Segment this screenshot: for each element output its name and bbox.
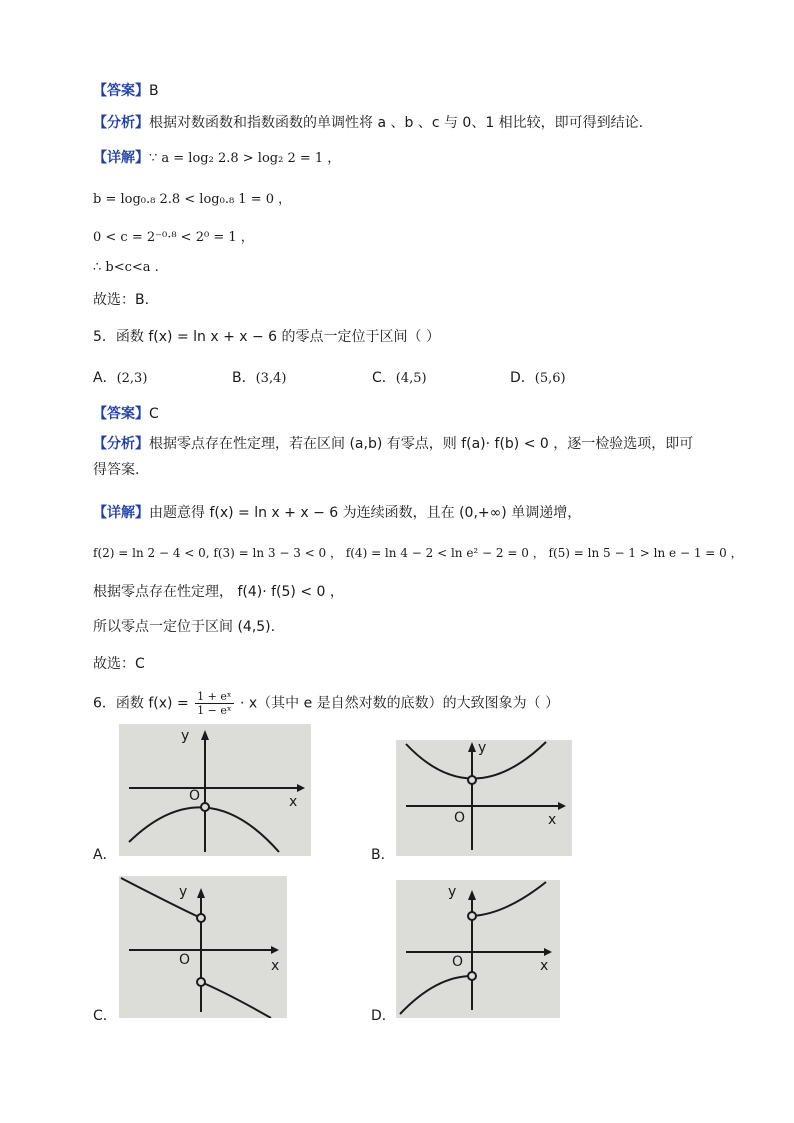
- answer-tag: 【答案】: [93, 406, 149, 422]
- answer-value: B: [149, 83, 159, 99]
- analysis-tag: 【分析】: [93, 115, 149, 131]
- detail-line-q5-1: [93, 503, 581, 523]
- analysis-text: 根据零点存在性定理，若在区间 (a,b) 有零点，则 f(a)· f(b) < 0 ，逐一检验选项，即可得答案.: [93, 436, 694, 478]
- detail-line-q4-4: ∴ b<c<a .: [93, 260, 159, 275]
- answer-line-q4: [93, 81, 159, 101]
- axis-x-label: x: [548, 812, 557, 828]
- fraction-numerator: 1 + eˣ: [197, 690, 232, 703]
- option-label: C．: [372, 370, 396, 386]
- option-label: D．: [510, 370, 535, 386]
- graph-option-d: [396, 880, 560, 1018]
- axis-y-label: y: [179, 884, 188, 900]
- q5-option-b: [232, 367, 286, 387]
- q5-option-d: [510, 367, 566, 387]
- choice-line-q5: 故选：C: [93, 656, 145, 672]
- q6-option-c-label: C．: [93, 1008, 117, 1024]
- origin-label: O: [452, 954, 464, 970]
- axis-x-label: x: [540, 958, 549, 974]
- answer-tag: 【答案】: [93, 83, 149, 99]
- q6-option-b-label: B．: [371, 847, 395, 863]
- axis-y-label: y: [181, 728, 190, 744]
- option-label: B．: [232, 370, 256, 386]
- axis-x-label: x: [289, 794, 298, 810]
- q5-option-a: [93, 367, 147, 387]
- detail-line-q5-4: 所以零点一定位于区间 (4,5).: [93, 619, 276, 635]
- fraction-denominator: 1 − eˣ: [197, 704, 232, 717]
- axis-y-label: y: [478, 740, 487, 756]
- analysis-tag: 【分析】: [93, 436, 149, 452]
- question-5-stem: 5．函数 f(x) = ln x + x − 6 的零点一定位于区间（ ）: [93, 329, 440, 345]
- origin-label: O: [454, 810, 466, 826]
- answer-line-q5: [93, 404, 159, 424]
- detail-line-q5-3: 根据零点存在性定理， f(4)· f(5) < 0 ，: [93, 584, 344, 600]
- axis-x-label: x: [271, 958, 280, 974]
- option-value: (4,5): [395, 371, 427, 386]
- choice-line-q4: 故选：B.: [93, 292, 150, 308]
- detail-line-q4-1: [93, 148, 340, 169]
- stem-prefix: 6．函数 f(x) =: [93, 695, 189, 712]
- graph-option-b: [396, 740, 572, 856]
- option-label: A．: [93, 370, 117, 386]
- origin-label: O: [189, 788, 201, 804]
- option-value: (3,4): [255, 371, 287, 386]
- option-value: (5,6): [534, 371, 566, 386]
- axis-y-label: y: [448, 884, 457, 900]
- detail-text: 由题意得 f(x) = ln x + x − 6 为连续函数，且在 (0,+∞) 单调递增，: [149, 505, 582, 521]
- q6-option-d-label: D．: [371, 1008, 396, 1024]
- fraction: [195, 690, 233, 717]
- question-6-stem: [93, 690, 559, 717]
- detail-line-q5-2: f(2) = ln 2 − 4 < 0, f(3) = ln 3 − 3 < 0 ， f(4) = ln 4 − 2 < ln e² − 2 = 0 ， f(5) = ln 5 − 1 > ln e − 1 = 0 ，: [93, 546, 743, 560]
- graph-option-a: [119, 724, 311, 856]
- analysis-text: 根据对数函数和指数函数的单调性将 a 、b 、c 与 0、1 相比较，即可得到结论.: [149, 115, 644, 131]
- answer-value: C: [149, 406, 159, 422]
- detail-tag: 【详解】: [93, 150, 149, 166]
- q6-option-a-label: A．: [93, 847, 117, 863]
- stem-suffix: · x（其中 e 是自然对数的底数）的大致图象为（ ）: [239, 695, 560, 712]
- detail-tag: 【详解】: [93, 505, 149, 521]
- analysis-line-q5: [93, 431, 703, 483]
- graph-option-c: [119, 876, 287, 1018]
- origin-label: O: [179, 952, 191, 968]
- option-value: (2,3): [116, 371, 148, 386]
- detail-line-q4-2: b = log₀.₈ 2.8 < log₀.₈ 1 = 0 ，: [93, 192, 292, 207]
- detail-line-q4-3: 0 < c = 2⁻⁰·⁸ < 2⁰ = 1 ，: [93, 230, 254, 245]
- analysis-line-q4: [93, 113, 643, 133]
- detail-formula: ∵ a = log₂ 2.8 > log₂ 2 = 1 ，: [149, 151, 341, 166]
- q5-option-c: [372, 367, 427, 387]
